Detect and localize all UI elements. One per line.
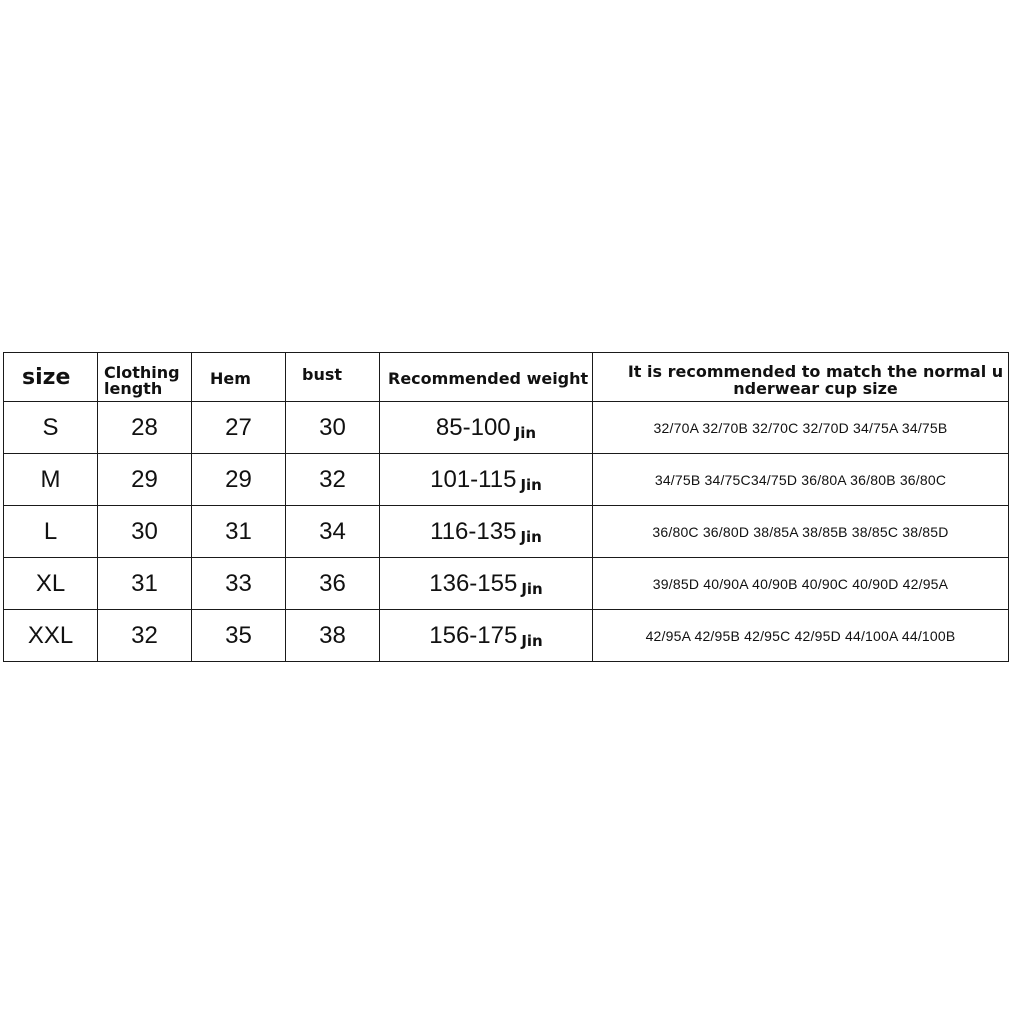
weight-unit: Jin xyxy=(521,579,543,598)
table-row xyxy=(4,610,1009,662)
bust-cell: 36 xyxy=(286,558,380,610)
weight-range: 85-100 xyxy=(435,413,511,441)
table-row xyxy=(4,454,1009,506)
size-cell: XL xyxy=(4,558,98,610)
header-cup-size xyxy=(593,353,1009,402)
clothing-length-cell: 30 xyxy=(98,506,192,558)
cup-size-cell: 34/75B 34/75C34/75D 36/80A 36/80B 36/80C xyxy=(593,454,1009,506)
header-clothing-length-line2: length xyxy=(104,379,163,398)
clothing-length-cell: 29 xyxy=(98,454,192,506)
clothing-length-cell: 32 xyxy=(98,610,192,662)
size-cell: L xyxy=(4,506,98,558)
header-row xyxy=(4,353,1009,402)
weight-cell xyxy=(380,402,593,454)
bust-cell: 30 xyxy=(286,402,380,454)
size-cell: XXL xyxy=(4,610,98,662)
size-cell: S xyxy=(4,402,98,454)
clothing-length-cell: 31 xyxy=(98,558,192,610)
table-row xyxy=(4,558,1009,610)
header-clothing-length-line1: Clothing xyxy=(104,363,180,382)
weight-unit: Jin xyxy=(514,423,537,442)
hem-cell: 31 xyxy=(192,506,286,558)
hem-cell: 27 xyxy=(192,402,286,454)
hem-cell: 35 xyxy=(192,610,286,662)
hem-cell: 33 xyxy=(192,558,286,610)
header-bust: bust xyxy=(286,353,380,402)
weight-range: 116-135 xyxy=(430,517,517,545)
header-cup-size-line1: It is recommended to match the normal u xyxy=(627,362,1004,381)
weight-cell xyxy=(380,610,593,662)
cup-size-cell: 36/80C 36/80D 38/85A 38/85B 38/85C 38/85D xyxy=(593,506,1009,558)
clothing-length-cell: 28 xyxy=(98,402,192,454)
bust-cell: 32 xyxy=(286,454,380,506)
weight-cell xyxy=(380,506,593,558)
bust-cell: 34 xyxy=(286,506,380,558)
header-hem: Hem xyxy=(192,353,286,402)
cup-size-cell: 39/85D 40/90A 40/90B 40/90C 40/90D 42/95A xyxy=(593,558,1009,610)
bust-cell: 38 xyxy=(286,610,380,662)
table-row xyxy=(4,402,1009,454)
weight-unit: Jin xyxy=(521,631,543,650)
hem-cell: 29 xyxy=(192,454,286,506)
header-cup-size-line2: nderwear cup size xyxy=(733,379,898,398)
weight-cell xyxy=(380,558,593,610)
table-row xyxy=(4,506,1009,558)
weight-unit: Jin xyxy=(520,475,542,494)
weight-range: 136-155 xyxy=(429,569,518,597)
weight-range: 156-175 xyxy=(429,621,518,649)
header-size: size xyxy=(4,353,98,402)
weight-unit: Jin xyxy=(520,527,542,546)
cup-size-cell: 42/95A 42/95B 42/95C 42/95D 44/100A 44/100B xyxy=(593,610,1009,662)
header-recommended-weight: Recommended weight xyxy=(380,353,593,402)
size-cell: M xyxy=(4,454,98,506)
weight-range: 101-115 xyxy=(430,465,517,493)
cup-size-cell: 32/70A 32/70B 32/70C 32/70D 34/75A 34/75B xyxy=(593,402,1009,454)
size-chart-table xyxy=(3,352,1009,662)
weight-cell xyxy=(380,454,593,506)
header-clothing-length xyxy=(98,353,192,402)
